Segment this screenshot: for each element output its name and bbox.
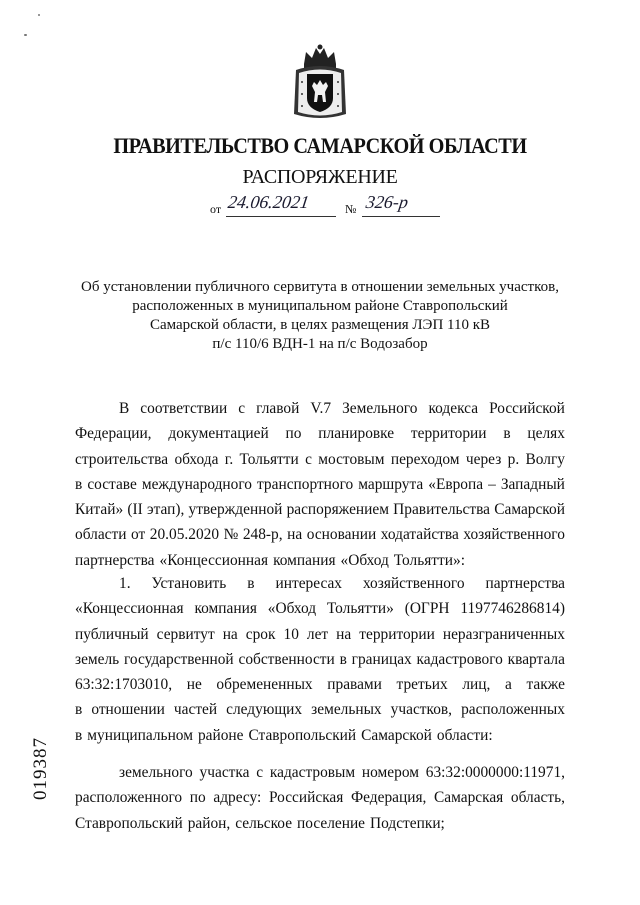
word: обремененных — [216, 676, 313, 694]
word: третьих — [396, 676, 448, 694]
word: а — [504, 676, 512, 694]
paragraph-line — [75, 811, 565, 836]
word: в — [75, 726, 83, 744]
paragraph-line — [75, 421, 565, 446]
date-prefix: от — [210, 202, 222, 216]
word: собственности — [238, 650, 335, 668]
word: основании — [306, 526, 377, 544]
word: составе — [87, 475, 137, 493]
word: области — [75, 526, 127, 544]
word: следующих — [226, 701, 303, 719]
word: Волгу — [525, 450, 565, 468]
word: через — [465, 450, 502, 468]
word: В — [119, 400, 130, 417]
registration-number: 019387 — [30, 737, 51, 800]
word: лет — [306, 625, 329, 643]
word: неразграниченных — [442, 625, 565, 643]
number-prefix: № — [345, 202, 357, 216]
word: г. — [224, 450, 234, 468]
word: 63:32:0000000:11971, — [425, 764, 565, 781]
word: сельское — [235, 814, 293, 832]
word: интересах — [275, 575, 342, 592]
word: планировке — [318, 425, 395, 443]
word: этап), — [146, 501, 185, 519]
word: частей — [173, 701, 218, 719]
word: правами — [327, 676, 382, 694]
word: утвержденной — [188, 501, 283, 519]
word: Федерации, — [75, 425, 152, 443]
date-underline — [226, 216, 336, 217]
word: компания — [273, 551, 336, 569]
word: р. — [507, 450, 520, 468]
word: в — [247, 575, 255, 592]
word: в — [75, 701, 83, 719]
word: хозяйственного — [463, 526, 565, 544]
word: публичный — [75, 625, 149, 643]
handwritten-date: 24.06.2021 — [226, 192, 311, 212]
word: лиц, — [462, 676, 491, 694]
word: в — [75, 475, 83, 493]
word: границах — [351, 650, 412, 668]
subject-line: расположенных в муниципальном районе Ставропольский — [132, 298, 508, 314]
word: (II — [127, 501, 143, 519]
word: государственной — [123, 650, 234, 668]
word: хозяйственного — [362, 575, 465, 592]
word: муниципальном — [87, 726, 193, 744]
word: Российской — [489, 400, 565, 417]
word: Российская — [268, 789, 344, 807]
word: мостовым — [318, 450, 385, 468]
word: в — [339, 650, 347, 668]
word: отношении — [91, 701, 165, 719]
paragraph-line — [75, 548, 565, 573]
word: «Обход — [267, 600, 317, 618]
word: строительства — [75, 450, 169, 468]
word: 248-р, — [242, 526, 283, 544]
word: Тольятти» — [326, 600, 394, 618]
subject-line: п/с 110/6 ВДН-1 на п/с Водозабор — [212, 336, 428, 352]
word: с — [238, 400, 246, 417]
paragraph-line — [75, 447, 565, 472]
word: главой — [256, 400, 300, 417]
word: с — [305, 450, 312, 468]
number-underline — [362, 216, 440, 217]
word: Китай» — [75, 501, 124, 519]
word: Подстепки; — [370, 814, 445, 832]
word: земель — [75, 650, 120, 668]
word: расположенных — [461, 701, 565, 719]
word: поселение — [297, 814, 366, 832]
word: районе — [197, 726, 244, 744]
word: партнерства — [485, 575, 565, 592]
clause-1-paragraph — [75, 571, 565, 748]
word: 1. — [119, 575, 131, 592]
word: Самарская — [434, 789, 504, 807]
paragraph-line — [75, 785, 565, 810]
word: обхода — [174, 450, 219, 468]
word: «Европа — [428, 475, 484, 493]
paragraph-line — [75, 672, 565, 697]
word: № — [223, 526, 239, 544]
paragraph-line — [75, 396, 565, 421]
word: Правительства — [393, 501, 491, 519]
word: с — [256, 764, 264, 781]
preamble-paragraph — [75, 396, 565, 573]
word: Тольятти — [239, 450, 299, 468]
scan-speck — [24, 34, 27, 36]
paragraph-line — [75, 647, 565, 672]
word: район, — [187, 814, 231, 832]
word: Самарской — [494, 501, 565, 519]
document-type: РАСПОРЯЖЕНИЕ — [242, 166, 398, 188]
word: участков, — [390, 701, 453, 719]
paragraph-line — [75, 571, 565, 596]
word: кадастровым — [269, 764, 356, 781]
word: – — [488, 475, 496, 493]
handwritten-number: 326-р — [364, 192, 410, 212]
word: Федерация, — [351, 789, 427, 807]
word: Земельного — [342, 400, 418, 417]
word: V.7 — [310, 400, 332, 417]
word: на — [222, 625, 238, 643]
paragraph-line — [75, 596, 565, 621]
date-number-line — [210, 192, 440, 220]
paragraph-line — [75, 723, 565, 748]
word: маршрута — [358, 475, 424, 493]
word: территории — [359, 625, 435, 643]
word: также — [526, 676, 565, 694]
word: квартала — [507, 650, 565, 668]
word: на — [287, 526, 303, 544]
word: Ставропольский — [248, 726, 357, 744]
word: ходатайства — [380, 526, 459, 544]
paragraph-line — [75, 760, 565, 785]
word: международного — [141, 475, 252, 493]
paragraph-line — [75, 522, 565, 547]
word: транспортного — [257, 475, 354, 493]
word: Самарской — [361, 726, 432, 744]
word: Ставропольский — [75, 814, 183, 832]
paragraph-line — [75, 622, 565, 647]
word: кадастрового — [416, 650, 503, 668]
word: по — [189, 789, 206, 807]
word: Тольятти»: — [393, 551, 465, 569]
word: документацией — [168, 425, 269, 443]
word: участка — [199, 764, 250, 781]
word: распоряжением — [286, 501, 389, 519]
word: номером — [361, 764, 419, 781]
subject-line: Самарской области, в целях размещения ЛЭП 110 кВ — [149, 317, 491, 333]
word: в — [503, 425, 511, 443]
word: адресу: — [213, 789, 262, 807]
land-plot-paragraph — [75, 760, 565, 836]
word: 10 — [283, 625, 299, 643]
word: земельного — [119, 764, 193, 781]
word: 63:32:1703010, — [75, 676, 173, 694]
word: 1197746286814) — [460, 600, 565, 618]
word: от — [131, 526, 146, 544]
word: Западный — [500, 475, 565, 493]
word: «Концессионная — [75, 600, 184, 618]
word: 20.05.2020 — [149, 526, 220, 544]
word: срок — [245, 625, 276, 643]
word: соответствии — [140, 400, 228, 417]
scan-speck — [38, 14, 40, 16]
samara-coat-of-arms-icon — [290, 42, 350, 122]
word: переходом — [390, 450, 460, 468]
word: сервитут — [156, 625, 215, 643]
paragraph-line — [75, 472, 565, 497]
document-subject — [60, 278, 580, 354]
paragraph-line — [75, 497, 565, 522]
word: область, — [510, 789, 565, 807]
word: «Концессионная — [159, 551, 269, 569]
word: компания — [194, 600, 257, 618]
paragraph-line — [75, 697, 565, 722]
subject-line: Об установлении публичного сервитута в отношении земельных участков, — [81, 279, 559, 295]
word: не — [186, 676, 202, 694]
word: партнерства — [75, 551, 155, 569]
word: области: — [436, 726, 493, 744]
word: расположенного — [75, 789, 183, 807]
word: (ОГРН — [404, 600, 450, 618]
word: Установить — [151, 575, 227, 592]
word: территории — [410, 425, 487, 443]
word: по — [285, 425, 302, 443]
word: «Обход — [340, 551, 389, 569]
organization-title: ПРАВИТЕЛЬСТВО САМАРСКОЙ ОБЛАСТИ — [113, 133, 527, 158]
word: на — [336, 625, 352, 643]
word: целях — [527, 425, 565, 443]
word: кодекса — [428, 400, 479, 417]
word: земельных — [311, 701, 382, 719]
